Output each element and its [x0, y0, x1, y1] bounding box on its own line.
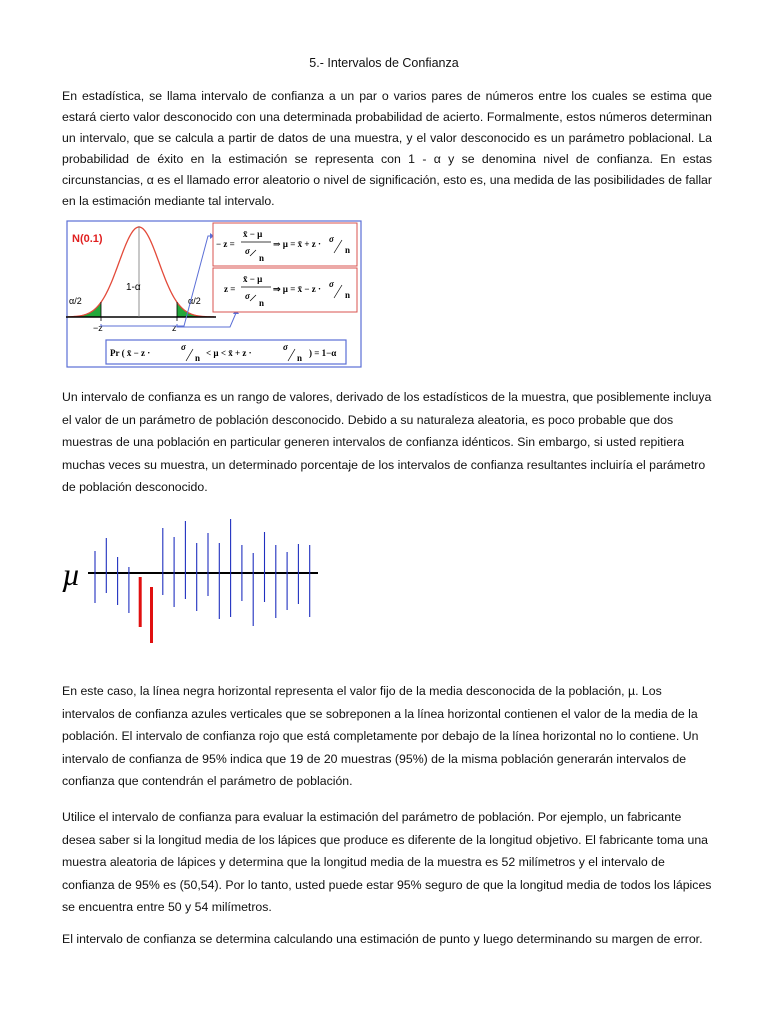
paragraph-definition: En estadística, se llama intervalo de confianza a un par o varios pares de números entre los cuales se estima que estará cierto valor desconocido con una determinada probabilidad de acierto. Formalmente, estos números determinan un intervalo, que se calcula a partir de datos de una muestra, y el valor desconocido es un parámetro poblacional. La probabilidad de éxito en la estimación se representa con 1 - α y se denomina nivel de confianza. En estas circunstancias, α es el llamado error aleatorio o nivel de significación, esto es, una medida de las posibilidades de fallar en la estimación mediante tal intervalo. — [62, 89, 712, 208]
paragraph-explanation: Un intervalo de confianza es un rango de valores, derivado de los estadísticos de la muestra, que posiblemente incluya el valor de un parámetro de población desconocido. Debido a su naturaleza aleatoria, es poco probable que dos muestras de una población en particular generen intervalos de confianza idénticos. Sin embargo, si usted repitiera muchas veces su muestra, un determinado porcentaje de los intervalos de confianza resultantes incluiría el parámetro de población desconocido. — [62, 390, 712, 494]
confidence-interval-diagram — [66, 220, 362, 370]
formula1-lhs: − z = — [216, 239, 235, 249]
formula1-n: n — [259, 253, 265, 263]
paragraph-interpretation: En este caso, la línea negra horizontal representa el valor fijo de la media desconocida de la población, µ. Los intervalos de confianza azules verticales que se sobreponen a la línea horizontal contienen el valor de la media de la población. El intervalo de confianza rojo que está completamente por debajo de la línea horizontal no lo contiene. Un intervalo de confianza de 95% indica que 19 de 20 muestras (95%) de la misma población generarán intervalos de confianza que contendrán el parámetro de población. — [62, 684, 699, 788]
paragraph-example: Utilice el intervalo de confianza para evaluar la estimación del parámetro de población. Por ejemplo, un fabricante desea saber si la longitud media de los lápices que produce es diferente de la longitud objetivo. El fabricante toma una muestra aleatoria de lápices y determina que la longitud media de la muestra es 52 milímetros y el intervalo de confianza de 95% es (50,54). Por lo tanto, usted puede estar 95% seguro de que la longitud media de todos los lápices se encuentra entre 50 y 54 milímetros. — [62, 810, 712, 914]
page-title: 5.- Intervalos de Confianza — [309, 56, 459, 70]
neg-z-label: −z — [93, 323, 103, 333]
paragraph-margin: El intervalo de confianza se determina calculando una estimación de punto y luego determinando su margen de error. — [62, 932, 703, 946]
formula1-sigma2: σ — [329, 234, 334, 244]
prob-n1: n — [195, 353, 201, 363]
formula1-n2: n — [345, 245, 351, 255]
prob-sigma2: σ — [283, 342, 288, 352]
alpha-right-label: α/2 — [188, 296, 201, 306]
confidence-intervals-plot — [62, 515, 332, 655]
distribution-label: N(0.1) — [72, 233, 103, 245]
formula2-numerator: x̄ − µ — [243, 274, 263, 284]
formula2-sigma2: σ — [329, 279, 334, 289]
formula1-numerator: x̄ − µ — [243, 229, 263, 239]
confidence-label: 1-α — [126, 282, 141, 293]
prob-sigma1: σ — [181, 342, 186, 352]
formula2-n: n — [259, 298, 265, 308]
pos-z-label: z — [172, 323, 177, 333]
formula1-sigma: σ — [245, 246, 250, 256]
formula1-rhs: ⇒ µ = x̄ + z · — [273, 239, 321, 249]
prob-mid: < µ < x̄ + z · — [206, 348, 252, 358]
prob-n2: n — [297, 353, 303, 363]
formula2-n2: n — [345, 290, 351, 300]
prob-post: ) = 1−α — [309, 348, 337, 358]
formula2-rhs: ⇒ µ = x̄ − z · — [273, 284, 321, 294]
formula2-lhs: z = — [224, 284, 236, 294]
mu-label: µ — [62, 556, 81, 592]
formula2-sigma: σ — [245, 291, 250, 301]
prob-pre: Pr ( x̄ − z · — [110, 348, 151, 358]
alpha-left-label: α/2 — [69, 296, 82, 306]
